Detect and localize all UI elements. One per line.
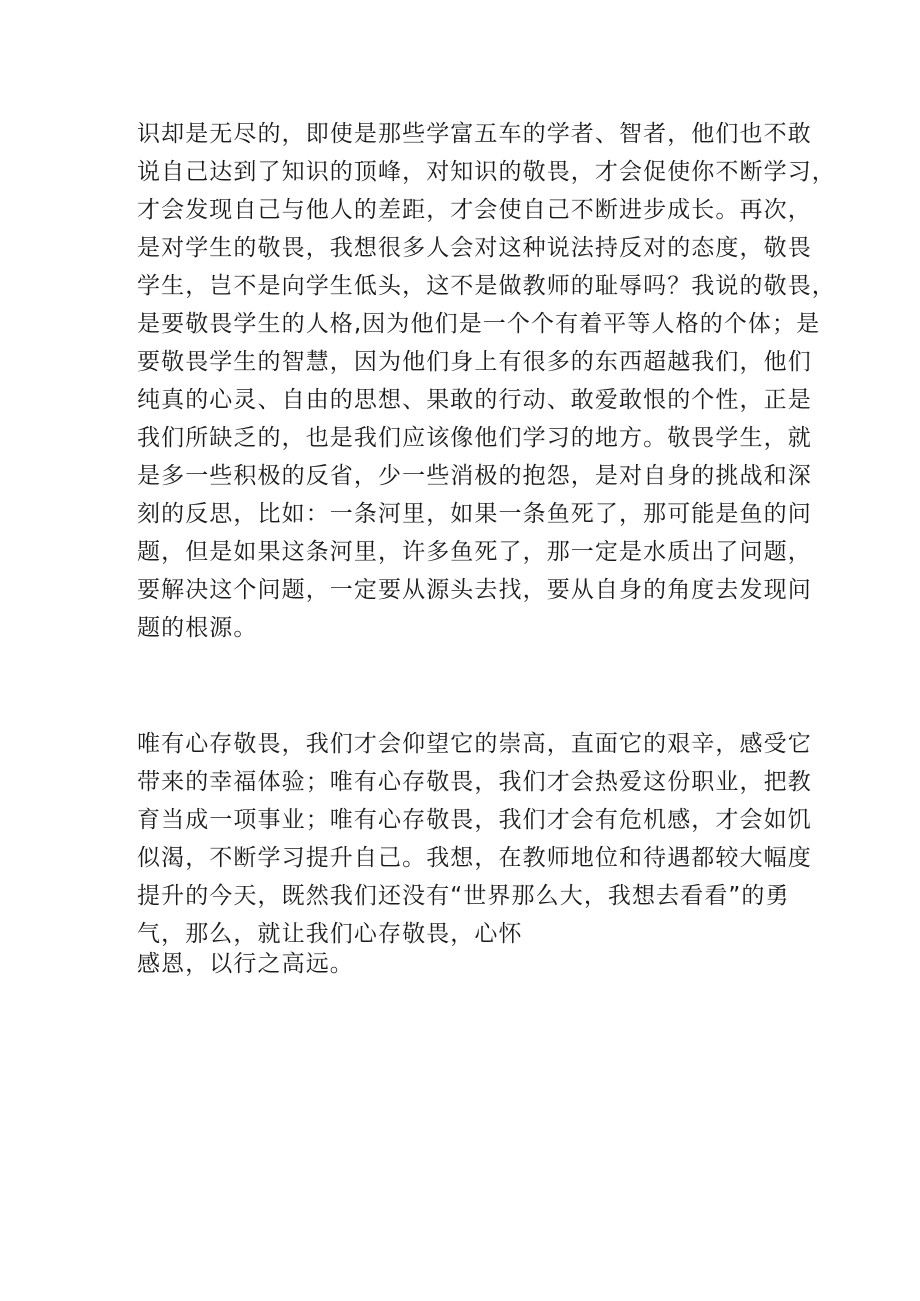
text-line: 要敬畏学生的智慧，因为他们身上有很多的东西超越我们，他们 [137, 349, 812, 375]
text-line: 要解决这个问题，一定要从源头去找，要从自身的角度去发现问 [137, 577, 812, 603]
text-line: 说自己达到了知识的顶峰，对知识的敬畏，才会促使你不断学习， [137, 159, 836, 185]
text-line: 似渴，不断学习提升自己。我想，在教师地位和待遇都较大幅度 [137, 845, 812, 871]
text-line: 是多一些积极的反省，少一些消极的抱怨，是对自身的挑战和深 [137, 463, 812, 489]
text-line: 题，但是如果这条河里，许多鱼死了，那一定是水质出了问题， [137, 539, 812, 565]
text-line: 是对学生的敬畏，我想很多人会对这种说法持反对的态度，敬畏 [137, 235, 812, 261]
text-line: 气，那么，就让我们心存敬畏，心怀 [137, 921, 523, 947]
text-line: 带来的幸福体验；唯有心存敬畏，我们才会热爱这份职业，把教 [137, 769, 812, 795]
text-line: 提升的今天，既然我们还没有“世界那么大，我想去看看”的勇 [137, 883, 790, 909]
text-line: 我们所缺乏的，也是我们应该像他们学习的地方。敬畏学生，就 [137, 425, 812, 451]
text-line: 感恩，以行之高远。 [137, 951, 354, 977]
text-line: 学生，岂不是向学生低头，这不是做教师的耻辱吗？我说的敬畏， [137, 273, 836, 299]
text-line: 是要敬畏学生的人格,因为他们是一个个有着平等人格的个体；是 [137, 311, 821, 337]
text-line: 唯有心存敬畏，我们才会仰望它的崇高，直面它的艰辛，感受它 [137, 731, 812, 757]
text-line: 题的根源。 [137, 615, 258, 641]
text-line: 识却是无尽的，即使是那些学富五车的学者、智者，他们也不敢 [137, 121, 812, 147]
text-line: 刻的反思，比如：一条河里，如果一条鱼死了，那可能是鱼的问 [137, 501, 812, 527]
text-line: 才会发现自己与他人的差距，才会使自己不断进步成长。再次， [137, 197, 812, 223]
text-line: 育当成一项事业；唯有心存敬畏，我们才会有危机感，才会如饥 [137, 807, 812, 833]
text-line: 纯真的心灵、自由的思想、果敢的行动、敢爱敢恨的个性，正是 [137, 387, 812, 413]
